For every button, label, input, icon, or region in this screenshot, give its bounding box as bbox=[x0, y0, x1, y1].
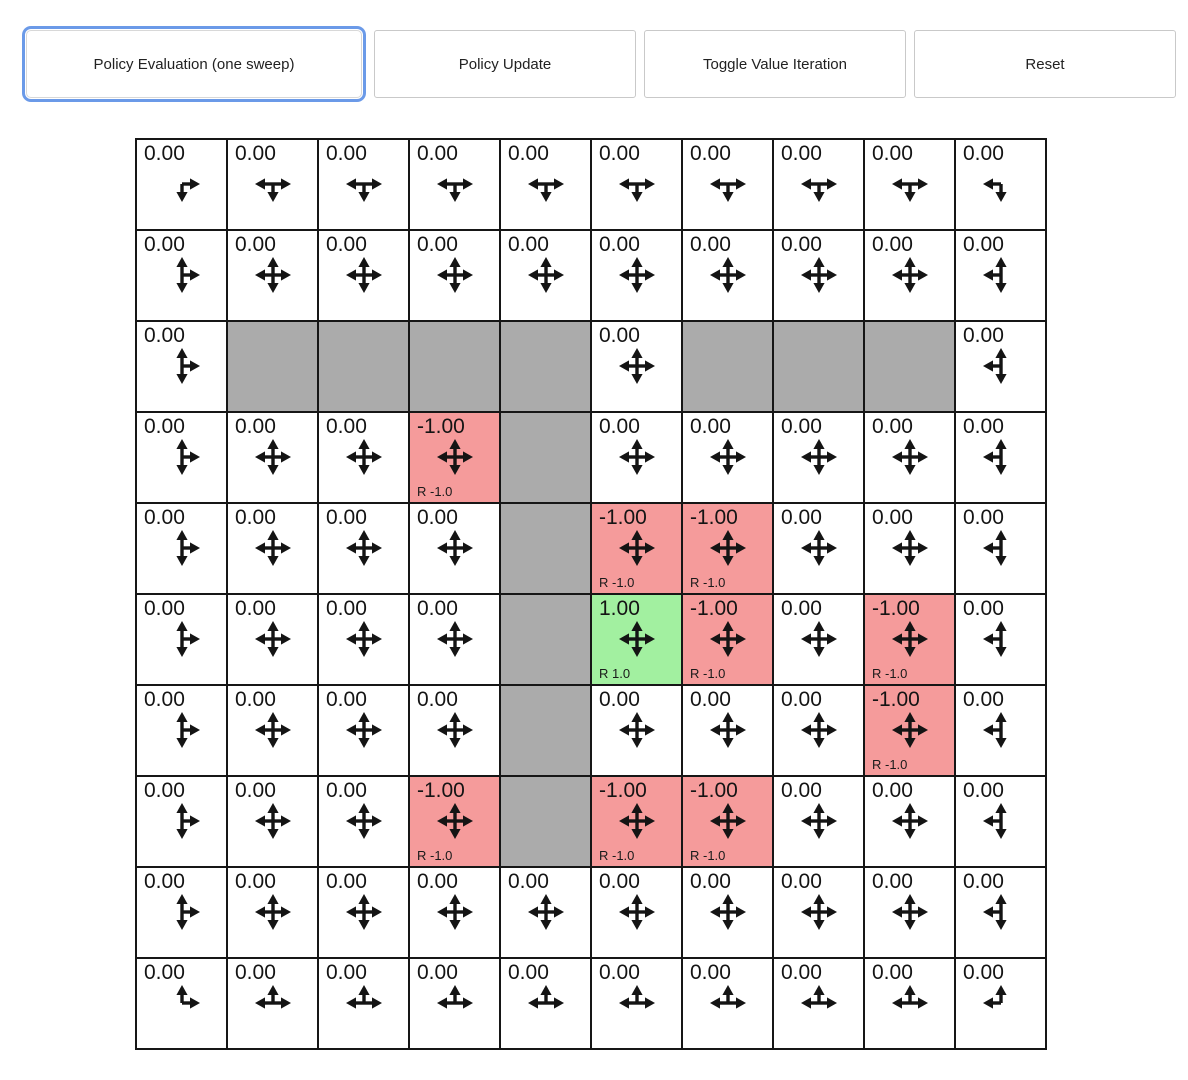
cell-value: 0.00 bbox=[690, 961, 731, 984]
policy-arrows-icon bbox=[615, 617, 659, 661]
policy-arrows-icon bbox=[251, 617, 295, 661]
policy-arrows-icon bbox=[979, 435, 1023, 479]
cell-value: 0.00 bbox=[235, 870, 276, 893]
cell-value: 0.00 bbox=[963, 324, 1004, 347]
cell-r1-c4[interactable] bbox=[501, 231, 590, 320]
policy-arrows-icon bbox=[160, 253, 204, 297]
policy-arrows-icon bbox=[433, 617, 477, 661]
cell-value: 0.00 bbox=[417, 142, 458, 165]
policy-arrows-icon bbox=[433, 435, 477, 479]
cell-value: 0.00 bbox=[144, 961, 185, 984]
cell-value: -1.00 bbox=[872, 597, 920, 620]
cell-value: 0.00 bbox=[235, 233, 276, 256]
cell-r3-c5[interactable] bbox=[592, 413, 681, 502]
cell-value: 0.00 bbox=[872, 779, 913, 802]
policy-arrows-icon bbox=[979, 981, 1023, 1025]
policy-arrows-icon bbox=[160, 981, 204, 1025]
cell-r5-c5[interactable] bbox=[592, 595, 681, 684]
cell-r3-c9[interactable] bbox=[956, 413, 1045, 502]
cell-r8-c1[interactable] bbox=[228, 868, 317, 957]
policy-evaluation-button[interactable]: Policy Evaluation (one sweep) bbox=[26, 30, 362, 98]
cell-value: 0.00 bbox=[963, 506, 1004, 529]
policy-arrows-icon bbox=[797, 617, 841, 661]
policy-arrows-icon bbox=[160, 708, 204, 752]
policy-arrows-icon bbox=[706, 526, 750, 570]
cell-reward-label: R -1.0 bbox=[417, 848, 453, 863]
cell-value: 0.00 bbox=[508, 870, 549, 893]
cell-value: 0.00 bbox=[599, 324, 640, 347]
cell-r8-c4[interactable] bbox=[501, 868, 590, 957]
policy-arrows-icon bbox=[342, 981, 386, 1025]
cell-value: 0.00 bbox=[872, 506, 913, 529]
cell-value: 0.00 bbox=[326, 415, 367, 438]
cell-value: 0.00 bbox=[781, 688, 822, 711]
cell-r7-c8[interactable] bbox=[865, 777, 954, 866]
policy-arrows-icon bbox=[706, 435, 750, 479]
policy-arrows-icon bbox=[888, 799, 932, 843]
cell-value: 0.00 bbox=[144, 688, 185, 711]
cell-value: 0.00 bbox=[599, 870, 640, 893]
policy-arrows-icon bbox=[251, 435, 295, 479]
policy-update-button[interactable]: Policy Update bbox=[374, 30, 636, 98]
policy-arrows-icon bbox=[160, 162, 204, 206]
cell-r9-c0[interactable] bbox=[137, 959, 226, 1048]
cell-r4-c3[interactable] bbox=[410, 504, 499, 593]
policy-arrows-icon bbox=[615, 708, 659, 752]
policy-arrows-icon bbox=[797, 799, 841, 843]
policy-arrows-icon bbox=[524, 981, 568, 1025]
cell-r6-c2[interactable] bbox=[319, 686, 408, 775]
cell-r3-c2[interactable] bbox=[319, 413, 408, 502]
cell-value: 1.00 bbox=[599, 597, 640, 620]
cell-r4-c1[interactable] bbox=[228, 504, 317, 593]
cell-value: 0.00 bbox=[417, 870, 458, 893]
cell-value: 0.00 bbox=[599, 961, 640, 984]
policy-arrows-icon bbox=[251, 708, 295, 752]
cell-r3-c6[interactable] bbox=[683, 413, 772, 502]
cell-r9-c3[interactable] bbox=[410, 959, 499, 1048]
cell-value: 0.00 bbox=[690, 142, 731, 165]
cell-r2-c3 bbox=[410, 322, 499, 411]
cell-r9-c7[interactable] bbox=[774, 959, 863, 1048]
cell-value: 0.00 bbox=[144, 779, 185, 802]
cell-value: 0.00 bbox=[235, 597, 276, 620]
cell-r5-c9[interactable] bbox=[956, 595, 1045, 684]
cell-value: 0.00 bbox=[144, 415, 185, 438]
cell-r2-c4 bbox=[501, 322, 590, 411]
cell-r7-c2[interactable] bbox=[319, 777, 408, 866]
policy-arrows-icon bbox=[251, 526, 295, 570]
policy-arrows-icon bbox=[342, 526, 386, 570]
cell-r1-c8[interactable] bbox=[865, 231, 954, 320]
cell-value: 0.00 bbox=[963, 961, 1004, 984]
cell-value: 0.00 bbox=[417, 233, 458, 256]
policy-arrows-icon bbox=[706, 890, 750, 934]
policy-arrows-icon bbox=[706, 708, 750, 752]
cell-reward-label: R -1.0 bbox=[872, 757, 908, 772]
cell-value: 0.00 bbox=[326, 688, 367, 711]
cell-r6-c9[interactable] bbox=[956, 686, 1045, 775]
cell-r9-c4[interactable] bbox=[501, 959, 590, 1048]
policy-arrows-icon bbox=[615, 526, 659, 570]
cell-r5-c1[interactable] bbox=[228, 595, 317, 684]
cell-r6-c3[interactable] bbox=[410, 686, 499, 775]
cell-value: 0.00 bbox=[963, 233, 1004, 256]
policy-arrows-icon bbox=[797, 526, 841, 570]
cell-value: 0.00 bbox=[872, 961, 913, 984]
cell-value: 0.00 bbox=[872, 233, 913, 256]
cell-r7-c4 bbox=[501, 777, 590, 866]
cell-value: 0.00 bbox=[963, 597, 1004, 620]
cell-r7-c7[interactable] bbox=[774, 777, 863, 866]
policy-arrows-icon bbox=[979, 799, 1023, 843]
cell-r0-c0[interactable] bbox=[137, 140, 226, 229]
cell-r9-c8[interactable] bbox=[865, 959, 954, 1048]
policy-arrows-icon bbox=[342, 799, 386, 843]
policy-arrows-icon bbox=[615, 344, 659, 388]
cell-value: 0.00 bbox=[144, 506, 185, 529]
policy-arrows-icon bbox=[706, 617, 750, 661]
cell-value: 0.00 bbox=[781, 961, 822, 984]
cell-r2-c6 bbox=[683, 322, 772, 411]
cell-r8-c8[interactable] bbox=[865, 868, 954, 957]
cell-r7-c6[interactable] bbox=[683, 777, 772, 866]
cell-r7-c9[interactable] bbox=[956, 777, 1045, 866]
cell-r0-c4[interactable] bbox=[501, 140, 590, 229]
cell-value: 0.00 bbox=[963, 870, 1004, 893]
cell-r0-c3[interactable] bbox=[410, 140, 499, 229]
cell-r1-c0[interactable] bbox=[137, 231, 226, 320]
cell-value: 0.00 bbox=[781, 870, 822, 893]
policy-arrows-icon bbox=[433, 708, 477, 752]
cell-r0-c9[interactable] bbox=[956, 140, 1045, 229]
policy-arrows-icon bbox=[251, 162, 295, 206]
policy-arrows-icon bbox=[524, 253, 568, 297]
cell-value: 0.00 bbox=[872, 415, 913, 438]
cell-value: 0.00 bbox=[326, 961, 367, 984]
cell-value: 0.00 bbox=[599, 233, 640, 256]
cell-r4-c4 bbox=[501, 504, 590, 593]
cell-r2-c0[interactable] bbox=[137, 322, 226, 411]
cell-value: 0.00 bbox=[235, 688, 276, 711]
cell-r2-c1 bbox=[228, 322, 317, 411]
policy-arrows-icon bbox=[888, 617, 932, 661]
cell-r8-c0[interactable] bbox=[137, 868, 226, 957]
policy-arrows-icon bbox=[615, 253, 659, 297]
policy-arrows-icon bbox=[979, 253, 1023, 297]
policy-arrows-icon bbox=[615, 890, 659, 934]
cell-r4-c5[interactable] bbox=[592, 504, 681, 593]
cell-r4-c7[interactable] bbox=[774, 504, 863, 593]
cell-reward-label: R -1.0 bbox=[690, 575, 726, 590]
cell-value: 0.00 bbox=[235, 415, 276, 438]
cell-value: 0.00 bbox=[781, 506, 822, 529]
cell-r7-c3[interactable] bbox=[410, 777, 499, 866]
cell-value: 0.00 bbox=[235, 506, 276, 529]
cell-value: -1.00 bbox=[417, 415, 465, 438]
policy-arrows-icon bbox=[342, 435, 386, 479]
policy-arrows-icon bbox=[342, 708, 386, 752]
cell-value: 0.00 bbox=[690, 415, 731, 438]
cell-r0-c7[interactable] bbox=[774, 140, 863, 229]
policy-arrows-icon bbox=[979, 708, 1023, 752]
cell-reward-label: R -1.0 bbox=[690, 666, 726, 681]
cell-r6-c1[interactable] bbox=[228, 686, 317, 775]
cell-value: 0.00 bbox=[235, 142, 276, 165]
cell-r3-c3[interactable] bbox=[410, 413, 499, 502]
policy-arrows-icon bbox=[979, 162, 1023, 206]
policy-arrows-icon bbox=[797, 435, 841, 479]
policy-arrows-icon bbox=[433, 890, 477, 934]
policy-arrows-icon bbox=[979, 890, 1023, 934]
cell-value: 0.00 bbox=[144, 142, 185, 165]
cell-r0-c6[interactable] bbox=[683, 140, 772, 229]
cell-r3-c0[interactable] bbox=[137, 413, 226, 502]
policy-arrows-icon bbox=[342, 253, 386, 297]
policy-arrows-icon bbox=[706, 162, 750, 206]
cell-r5-c4 bbox=[501, 595, 590, 684]
cell-r5-c8[interactable] bbox=[865, 595, 954, 684]
cell-r5-c6[interactable] bbox=[683, 595, 772, 684]
cell-value: 0.00 bbox=[326, 779, 367, 802]
policy-arrows-icon bbox=[706, 981, 750, 1025]
cell-value: 0.00 bbox=[417, 597, 458, 620]
cell-value: 0.00 bbox=[872, 142, 913, 165]
cell-value: 0.00 bbox=[417, 961, 458, 984]
cell-r6-c6[interactable] bbox=[683, 686, 772, 775]
cell-value: -1.00 bbox=[599, 506, 647, 529]
cell-reward-label: R -1.0 bbox=[599, 575, 635, 590]
cell-r4-c9[interactable] bbox=[956, 504, 1045, 593]
cell-r8-c7[interactable] bbox=[774, 868, 863, 957]
cell-r1-c1[interactable] bbox=[228, 231, 317, 320]
cell-r1-c9[interactable] bbox=[956, 231, 1045, 320]
cell-r2-c8 bbox=[865, 322, 954, 411]
policy-arrows-icon bbox=[888, 162, 932, 206]
cell-value: 0.00 bbox=[235, 961, 276, 984]
cell-r8-c9[interactable] bbox=[956, 868, 1045, 957]
policy-arrows-icon bbox=[524, 162, 568, 206]
cell-r1-c2[interactable] bbox=[319, 231, 408, 320]
cell-value: 0.00 bbox=[781, 597, 822, 620]
cell-r7-c1[interactable] bbox=[228, 777, 317, 866]
policy-arrows-icon bbox=[524, 890, 568, 934]
cell-r2-c7 bbox=[774, 322, 863, 411]
policy-arrows-icon bbox=[342, 162, 386, 206]
cell-r4-c8[interactable] bbox=[865, 504, 954, 593]
cell-reward-label: R -1.0 bbox=[599, 848, 635, 863]
policy-arrows-icon bbox=[888, 435, 932, 479]
cell-r9-c1[interactable] bbox=[228, 959, 317, 1048]
cell-r2-c5[interactable] bbox=[592, 322, 681, 411]
policy-arrows-icon bbox=[160, 435, 204, 479]
cell-value: 0.00 bbox=[508, 233, 549, 256]
reset-button[interactable]: Reset bbox=[914, 30, 1176, 98]
cell-value: 0.00 bbox=[781, 142, 822, 165]
cell-value: 0.00 bbox=[144, 324, 185, 347]
cell-value: 0.00 bbox=[326, 597, 367, 620]
policy-arrows-icon bbox=[888, 708, 932, 752]
cell-value: -1.00 bbox=[417, 779, 465, 802]
cell-r1-c5[interactable] bbox=[592, 231, 681, 320]
cell-r5-c2[interactable] bbox=[319, 595, 408, 684]
cell-value: 0.00 bbox=[144, 597, 185, 620]
cell-value: 0.00 bbox=[326, 506, 367, 529]
cell-value: 0.00 bbox=[963, 142, 1004, 165]
cell-value: 0.00 bbox=[781, 233, 822, 256]
policy-arrows-icon bbox=[615, 799, 659, 843]
cell-r4-c0[interactable] bbox=[137, 504, 226, 593]
policy-arrows-icon bbox=[251, 799, 295, 843]
policy-arrows-icon bbox=[615, 435, 659, 479]
cell-r8-c3[interactable] bbox=[410, 868, 499, 957]
policy-arrows-icon bbox=[251, 253, 295, 297]
cell-r8-c5[interactable] bbox=[592, 868, 681, 957]
cell-r0-c1[interactable] bbox=[228, 140, 317, 229]
policy-arrows-icon bbox=[342, 617, 386, 661]
cell-r4-c2[interactable] bbox=[319, 504, 408, 593]
cell-reward-label: R 1.0 bbox=[599, 666, 631, 681]
cell-r5-c0[interactable] bbox=[137, 595, 226, 684]
cell-r9-c9[interactable] bbox=[956, 959, 1045, 1048]
cell-value: 0.00 bbox=[963, 415, 1004, 438]
cell-value: 0.00 bbox=[599, 415, 640, 438]
policy-arrows-icon bbox=[251, 890, 295, 934]
cell-value: 0.00 bbox=[326, 142, 367, 165]
cell-r6-c5[interactable] bbox=[592, 686, 681, 775]
cell-r4-c6[interactable] bbox=[683, 504, 772, 593]
cell-value: 0.00 bbox=[599, 688, 640, 711]
policy-arrows-icon bbox=[160, 344, 204, 388]
cell-value: 0.00 bbox=[235, 779, 276, 802]
cell-r3-c8[interactable] bbox=[865, 413, 954, 502]
policy-arrows-icon bbox=[433, 253, 477, 297]
cell-r8-c2[interactable] bbox=[319, 868, 408, 957]
policy-arrows-icon bbox=[888, 253, 932, 297]
cell-value: 0.00 bbox=[144, 870, 185, 893]
cell-r9-c2[interactable] bbox=[319, 959, 408, 1048]
policy-arrows-icon bbox=[342, 890, 386, 934]
cell-value: -1.00 bbox=[690, 779, 738, 802]
cell-reward-label: R -1.0 bbox=[417, 484, 453, 499]
cell-r5-c3[interactable] bbox=[410, 595, 499, 684]
cell-reward-label: R -1.0 bbox=[872, 666, 908, 681]
cell-r7-c5[interactable] bbox=[592, 777, 681, 866]
cell-value: 0.00 bbox=[963, 779, 1004, 802]
cell-reward-label: R -1.0 bbox=[690, 848, 726, 863]
cell-r0-c2[interactable] bbox=[319, 140, 408, 229]
cell-value: 0.00 bbox=[599, 142, 640, 165]
policy-arrows-icon bbox=[433, 162, 477, 206]
policy-arrows-icon bbox=[979, 617, 1023, 661]
toolbar bbox=[22, 30, 1176, 98]
policy-arrows-icon bbox=[979, 344, 1023, 388]
policy-arrows-icon bbox=[706, 253, 750, 297]
policy-arrows-icon bbox=[251, 981, 295, 1025]
cell-r3-c4 bbox=[501, 413, 590, 502]
cell-value: 0.00 bbox=[326, 870, 367, 893]
cell-r9-c6[interactable] bbox=[683, 959, 772, 1048]
policy-arrows-icon bbox=[888, 890, 932, 934]
cell-value: 0.00 bbox=[326, 233, 367, 256]
cell-r6-c8[interactable] bbox=[865, 686, 954, 775]
policy-arrows-icon bbox=[797, 253, 841, 297]
cell-r9-c5[interactable] bbox=[592, 959, 681, 1048]
cell-value: -1.00 bbox=[599, 779, 647, 802]
cell-value: 0.00 bbox=[872, 870, 913, 893]
cell-value: 0.00 bbox=[690, 688, 731, 711]
cell-value: 0.00 bbox=[508, 961, 549, 984]
cell-value: -1.00 bbox=[690, 506, 738, 529]
policy-arrows-icon bbox=[797, 162, 841, 206]
cell-r1-c7[interactable] bbox=[774, 231, 863, 320]
cell-value: 0.00 bbox=[508, 142, 549, 165]
cell-value: 0.00 bbox=[690, 870, 731, 893]
cell-r0-c8[interactable] bbox=[865, 140, 954, 229]
cell-value: 0.00 bbox=[417, 506, 458, 529]
policy-arrows-icon bbox=[615, 162, 659, 206]
cell-value: -1.00 bbox=[690, 597, 738, 620]
cell-r6-c0[interactable] bbox=[137, 686, 226, 775]
cell-r6-c4 bbox=[501, 686, 590, 775]
policy-arrows-icon bbox=[797, 708, 841, 752]
cell-r3-c1[interactable] bbox=[228, 413, 317, 502]
cell-value: 0.00 bbox=[144, 233, 185, 256]
cell-value: -1.00 bbox=[872, 688, 920, 711]
policy-arrows-icon bbox=[888, 981, 932, 1025]
cell-value: 0.00 bbox=[781, 779, 822, 802]
policy-arrows-icon bbox=[797, 890, 841, 934]
cell-r5-c7[interactable] bbox=[774, 595, 863, 684]
policy-arrows-icon bbox=[433, 526, 477, 570]
policy-arrows-icon bbox=[160, 526, 204, 570]
cell-r8-c6[interactable] bbox=[683, 868, 772, 957]
gridworld bbox=[135, 138, 1047, 1050]
cell-r1-c6[interactable] bbox=[683, 231, 772, 320]
cell-r6-c7[interactable] bbox=[774, 686, 863, 775]
cell-value: 0.00 bbox=[781, 415, 822, 438]
policy-arrows-icon bbox=[888, 526, 932, 570]
cell-r2-c2 bbox=[319, 322, 408, 411]
cell-r1-c3[interactable] bbox=[410, 231, 499, 320]
policy-arrows-icon bbox=[615, 981, 659, 1025]
policy-arrows-icon bbox=[706, 799, 750, 843]
cell-r7-c0[interactable] bbox=[137, 777, 226, 866]
policy-arrows-icon bbox=[797, 981, 841, 1025]
toggle-value-iteration-button[interactable]: Toggle Value Iteration bbox=[644, 30, 906, 98]
policy-arrows-icon bbox=[160, 617, 204, 661]
policy-arrows-icon bbox=[979, 526, 1023, 570]
cell-r3-c7[interactable] bbox=[774, 413, 863, 502]
policy-arrows-icon bbox=[160, 890, 204, 934]
cell-value: 0.00 bbox=[417, 688, 458, 711]
policy-arrows-icon bbox=[160, 799, 204, 843]
cell-value: 0.00 bbox=[963, 688, 1004, 711]
cell-value: 0.00 bbox=[690, 233, 731, 256]
policy-arrows-icon bbox=[433, 799, 477, 843]
cell-r0-c5[interactable] bbox=[592, 140, 681, 229]
policy-arrows-icon bbox=[433, 981, 477, 1025]
cell-r2-c9[interactable] bbox=[956, 322, 1045, 411]
